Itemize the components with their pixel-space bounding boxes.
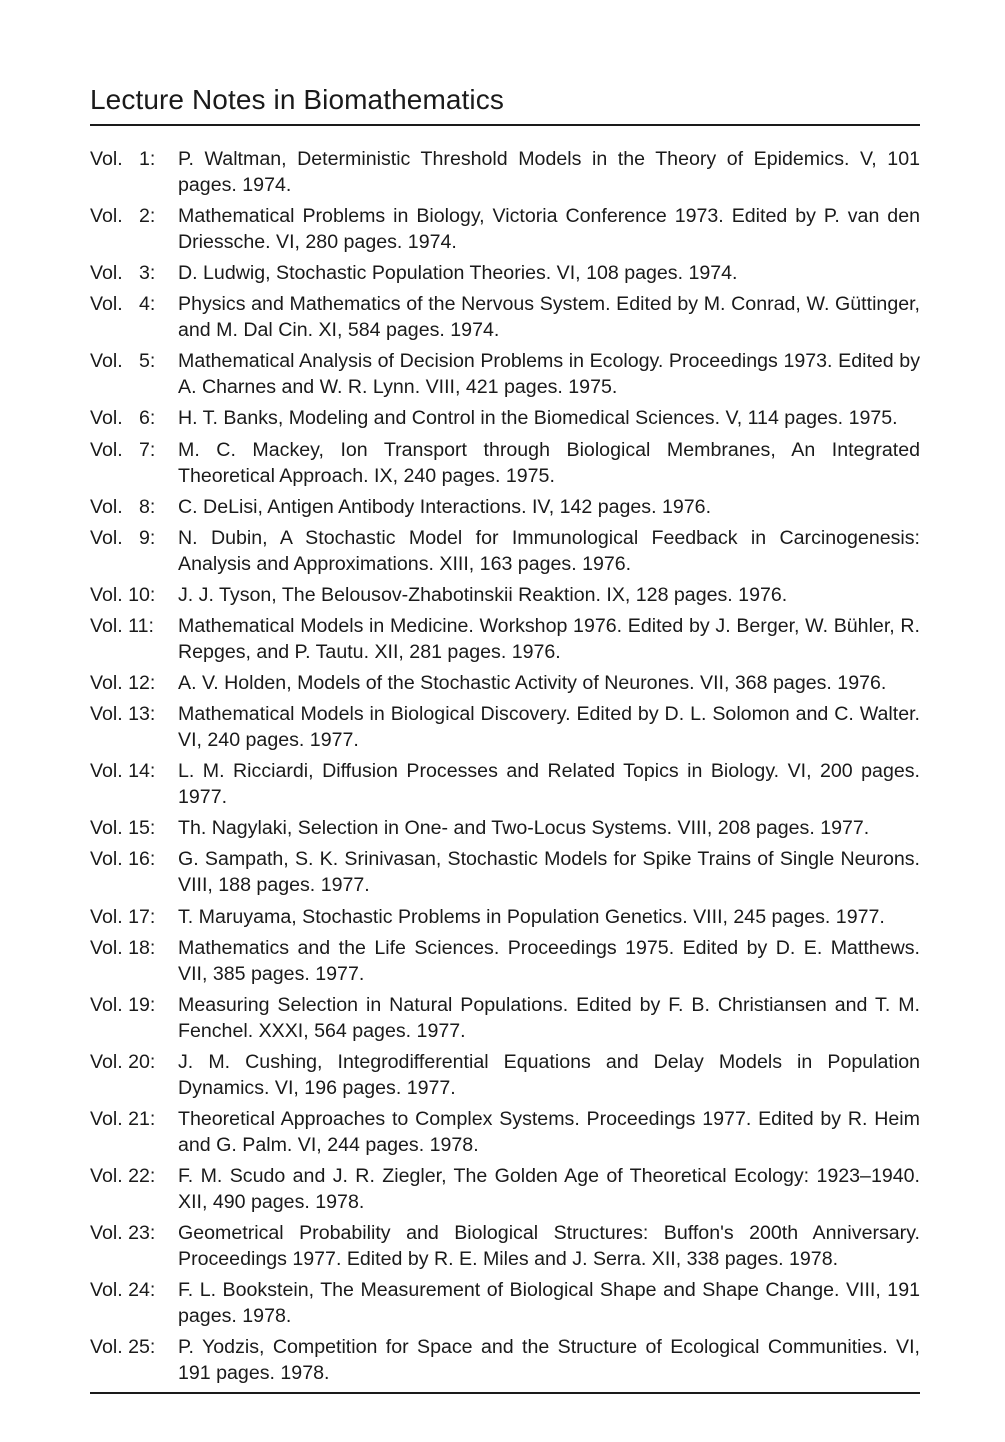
volume-description: P. Yodzis, Competition for Space and the Structure of Ecological Communities. VI, 191 pages. 1978.: [178, 1336, 920, 1385]
volume-description: Mathematics and the Life Sciences. Proceedings 1975. Edited by D. E. Matthews. VII, 385 pages. 1977.: [178, 936, 920, 985]
volume-number: Vol. 14:: [90, 760, 156, 783]
volume-number: Vol. 12:: [90, 672, 156, 695]
volume-entry: [90, 846, 920, 898]
volume-entry: [90, 701, 920, 753]
volume-description: A. V. Holden, Models of the Stochastic Activity of Neurones. VII, 368 pages. 1976.: [178, 672, 887, 695]
volume-description: Mathematical Models in Biological Discovery. Edited by D. L. Solomon and C. Walter. VI, 240 pages. 1977.: [178, 703, 920, 752]
volume-description: Geometrical Probability and Biological Structures: Buffon's 200th Anniversary. Proceedings 1977. Edited by R. E. Miles and J. Serra. XII, 338 pages. 1978.: [178, 1222, 920, 1271]
volume-description: J. J. Tyson, The Belousov-Zhabotinskii Reaktion. IX, 128 pages. 1976.: [178, 583, 788, 606]
volume-description: Th. Nagylaki, Selection in One- and Two-Locus Systems. VIII, 208 pages. 1977.: [178, 817, 870, 840]
volume-number: Vol. 22:: [90, 1164, 156, 1187]
volume-entry: [90, 260, 920, 286]
volume-description: Mathematical Problems in Biology, Victoria Conference 1973. Edited by P. van den Driessche. VI, 280 pages. 1974.: [178, 205, 920, 254]
volume-description: D. Ludwig, Stochastic Population Theories. VI, 108 pages. 1974.: [178, 262, 738, 285]
volume-number: Vol. 25:: [90, 1336, 156, 1359]
volume-entry: [90, 582, 920, 608]
volume-description: C. DeLisi, Antigen Antibody Interactions. IV, 142 pages. 1976.: [178, 495, 712, 518]
volume-entry: [90, 1106, 920, 1158]
volume-description: P. Waltman, Deterministic Threshold Models in the Theory of Epidemics. V, 101 pages. 1974.: [178, 148, 920, 196]
volume-entry: [90, 815, 920, 841]
volume-number: Vol. 3:: [90, 262, 156, 285]
volume-entry: [90, 758, 920, 810]
volume-entry: [90, 1334, 920, 1386]
volume-number: Vol. 13:: [90, 703, 156, 726]
volume-number: Vol. 20:: [90, 1050, 156, 1073]
volume-entry: [90, 1220, 920, 1272]
volume-entry: [90, 348, 920, 400]
volume-entry: [90, 904, 920, 930]
volume-list: [90, 146, 920, 1386]
volume-entry: [90, 494, 920, 520]
volume-number: Vol. 1:: [90, 148, 156, 170]
volume-description: N. Dubin, A Stochastic Model for Immunological Feedback in Carcinogenesis: Analysis and Approximations. XIII, 163 pages. 1976.: [178, 526, 920, 575]
volume-description: Measuring Selection in Natural Populations. Edited by F. B. Christiansen and T. M. Fenchel. XXXI, 564 pages. 1977.: [178, 993, 920, 1042]
volume-entry: [90, 437, 920, 489]
volume-entry: [90, 670, 920, 696]
volume-description: G. Sampath, S. K. Srinivasan, Stochastic Models for Spike Trains of Single Neurons. VIII, 188 pages. 1977.: [178, 848, 920, 897]
volume-number: Vol. 11:: [90, 614, 154, 637]
series-title: Lecture Notes in Biomathematics: [90, 84, 504, 115]
volume-entry: [90, 992, 920, 1044]
volume-number: Vol. 19:: [90, 993, 156, 1016]
bottom-rule: [90, 1392, 920, 1394]
volume-number: Vol. 15:: [90, 817, 156, 840]
volume-number: Vol. 10:: [90, 583, 156, 606]
volume-description: T. Maruyama, Stochastic Problems in Population Genetics. VIII, 245 pages. 1977.: [178, 905, 885, 928]
volume-description: F. M. Scudo and J. R. Ziegler, The Golden Age of Theoretical Ecology: 1923–1940. XII, 490 pages. 1978.: [178, 1164, 920, 1213]
volume-description: Mathematical Models in Medicine. Workshop 1976. Edited by J. Berger, W. Bühler, R. Repges, and P. Tautu. XII, 281 pages. 1976.: [178, 614, 920, 663]
volume-number: Vol. 6:: [90, 407, 156, 430]
volume-entry: [90, 405, 920, 431]
volume-number: Vol. 21:: [90, 1107, 156, 1130]
volume-number: Vol. 8:: [90, 495, 156, 518]
volume-description: Mathematical Analysis of Decision Problems in Ecology. Proceedings 1973. Edited by A. Charnes and W. R. Lynn. VIII, 421 pages. 1975.: [178, 350, 920, 399]
volume-number: Vol. 7:: [90, 438, 156, 461]
volume-description: Theoretical Approaches to Complex Systems. Proceedings 1977. Edited by R. Heim and G. Palm. VI, 244 pages. 1978.: [178, 1107, 920, 1156]
volume-entry: [90, 525, 920, 577]
volume-description: H. T. Banks, Modeling and Control in the Biomedical Sciences. V, 114 pages. 1975.: [178, 407, 898, 430]
volume-number: Vol. 17:: [90, 905, 156, 928]
volume-entry: [90, 203, 920, 255]
volume-entry: [90, 1163, 920, 1215]
volume-description: Physics and Mathematics of the Nervous System. Edited by M. Conrad, W. Güttinger, and M. Dal Cin. XI, 584 pages. 1974.: [178, 293, 920, 342]
volume-number: Vol. 16:: [90, 848, 156, 871]
volume-entry: [90, 1049, 920, 1101]
volume-number: Vol. 23:: [90, 1222, 156, 1245]
volume-description: J. M. Cushing, Integrodifferential Equations and Delay Models in Population Dynamics. VI, 196 pages. 1977.: [178, 1050, 920, 1099]
volume-entry: [90, 146, 920, 198]
volume-number: Vol. 4:: [90, 293, 156, 316]
volume-number: Vol. 9:: [90, 526, 156, 549]
volume-number: Vol. 2:: [90, 205, 156, 228]
volume-entry: [90, 613, 920, 665]
volume-number: Vol. 5:: [90, 350, 156, 373]
volume-entry: [90, 1277, 920, 1329]
volume-number: Vol. 24:: [90, 1279, 156, 1302]
top-rule: [90, 124, 920, 126]
volume-entry: [90, 935, 920, 987]
volume-description: M. C. Mackey, Ion Transport through Biological Membranes, An Integrated Theoretical Approach. IX, 240 pages. 1975.: [178, 438, 920, 487]
volume-number: Vol. 18:: [90, 936, 156, 959]
volume-entry: [90, 291, 920, 343]
volume-description: F. L. Bookstein, The Measurement of Biological Shape and Shape Change. VIII, 191 pages. 1978.: [178, 1279, 920, 1328]
document-page: [90, 80, 920, 1394]
volume-description: L. M. Ricciardi, Diffusion Processes and Related Topics in Biology. VI, 200 pages. 1977.: [178, 760, 920, 809]
